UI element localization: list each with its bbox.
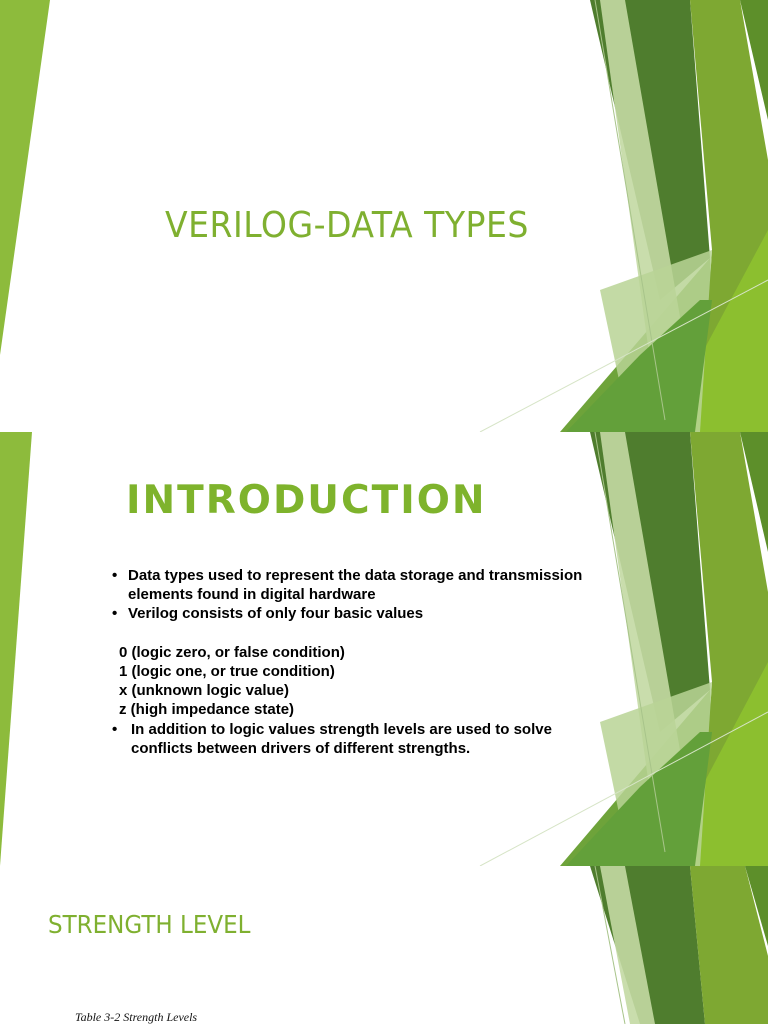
slide-introduction [0,432,768,866]
green-facet-decoration [0,866,768,1024]
table-caption: Table 3-2 Strength Levels [75,1010,198,1024]
bullet-icon: • [112,720,118,738]
bullet-text: conflicts between drivers of different strengths. [131,739,471,757]
bullet-text: Verilog consists of only four basic values [128,605,424,623]
blank-line [110,624,710,643]
slide-verilog-data-types [0,0,768,432]
value-line-x: x (unknown logic value) [119,682,290,700]
slide-title: STRENGTH LEVEL [48,910,251,939]
value-line-0: 0 (logic zero, or false condition) [119,643,345,661]
slide-title: VERILOG-DATA TYPES [165,205,529,246]
list-item [110,604,710,623]
bullet-icon: • [112,567,118,584]
bullet-text: elements found in digital hardware [128,586,376,604]
bullet-text: Data types used to represent the data storage and transmission [128,567,583,584]
bullet-text: In addition to logic values strength levels are used to solve [131,720,552,738]
list-item-continuation [110,585,710,604]
slide-strength-level [0,866,768,1024]
slide-title: INTRODUCTION [126,478,487,523]
list-item [110,566,710,585]
bullet-icon: • [112,605,118,623]
value-line-z: z (high impedance state) [119,701,295,719]
list-item [110,720,710,739]
value-line-1: 1 (logic one, or true condition) [119,663,335,680]
bullet-list [110,566,710,758]
list-item-continuation [110,739,710,758]
